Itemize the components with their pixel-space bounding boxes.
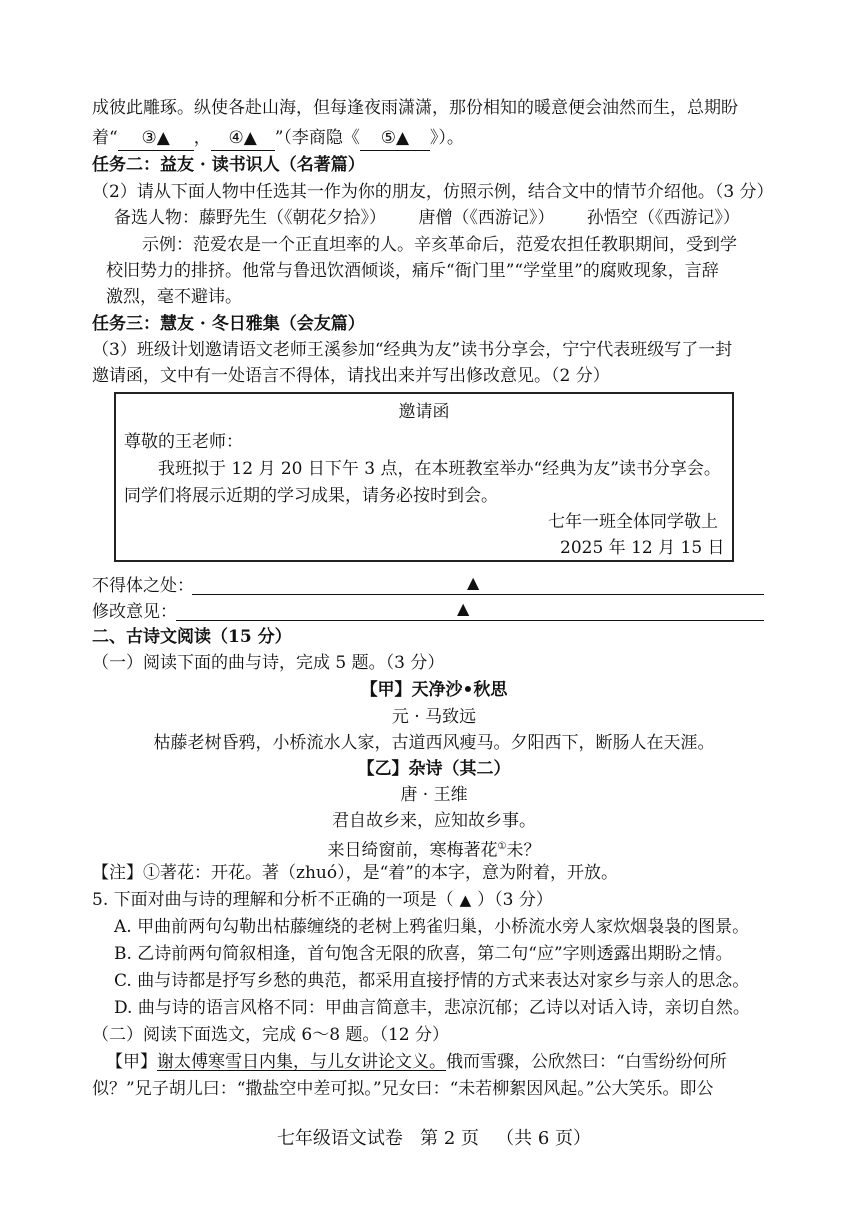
prose-line-1 bbox=[106, 1050, 727, 1074]
q2-candidates: 备选人物：藤野先生（《朝花夕拾》） 唐僧（《西游记》） 孙悟空（《西游记》） bbox=[114, 208, 740, 228]
poem-b-line-2 bbox=[0, 835, 868, 863]
prose-line-1-rest: 俄而雪骤，公欣然曰：“白雪纷纷何所 bbox=[446, 1052, 727, 1072]
answer-line-improper[interactable] bbox=[192, 594, 764, 595]
answer-line-suggestion[interactable] bbox=[176, 620, 764, 621]
blank-5[interactable]: ⑤▲ bbox=[360, 126, 430, 151]
q5-prompt-b: ）（3 分） bbox=[477, 890, 553, 910]
prose-line-2: 似？”兄子胡儿曰：“撒盐空中差可拟。”兄女曰：“未若柳絮因风起。”公大笑乐。即公 bbox=[92, 1079, 714, 1099]
poem-b-line-1: 君自故乡来，应知故乡事。 bbox=[332, 811, 536, 831]
q5-option-b: B. 乙诗前两句简叙相逢，首句饱含无限的欣喜，第二句“应”字则透露出期盼之情。 bbox=[114, 944, 733, 964]
poem-a-text: 枯藤老树昏鸦，小桥流水人家，古道西风瘦马。夕阳西下，断肠人在天涯。 bbox=[153, 733, 715, 753]
poem-b-line-2-a: 来日绮窗前，寒梅著花 bbox=[327, 840, 498, 861]
q3-prompt-line-2: 邀请函，文中有一处语言不得体，请找出来并写出修改意见。（2 分） bbox=[92, 366, 610, 386]
letter-date: 2025 年 12 月 15 日 bbox=[560, 538, 725, 558]
intro-sep: ， bbox=[193, 128, 211, 148]
q5-prompt-a: 5. 下面对曲与诗的理解和分析不正确的一项是（ bbox=[92, 890, 454, 910]
q2-example-line-2: 校旧势力的排挤。他常与鲁迅饮酒倾谈，痛斥“衙门里”“学堂里”的腐败现象，言辞 bbox=[106, 261, 719, 281]
poem-b-title: 【乙】杂诗（其二） bbox=[357, 759, 511, 779]
letter-signature: 七年一班全体同学敬上 bbox=[548, 512, 718, 532]
poem-a-author: 元 · 马致远 bbox=[391, 707, 477, 727]
answer-label-improper: 不得体之处： bbox=[92, 576, 194, 596]
task2-title: 任务二：益友 · 读书识人（名著篇） bbox=[92, 155, 365, 175]
intro-line-2-suffix: 》）。 bbox=[429, 128, 464, 148]
answer-triangle-2: ▲ bbox=[457, 599, 470, 618]
section-2-part-2: （二）阅读下面选文，完成 6～8 题。（12 分） bbox=[92, 1025, 449, 1045]
q5-option-c: C. 曲与诗都是抒写乡愁的典范，都采用直接抒情的方式来表达对家乡与亲人的思念。 bbox=[114, 971, 750, 991]
q5-answer-triangle[interactable]: ▲ bbox=[459, 891, 472, 909]
q2-example-line-1: 示例：范爱农是一个正直坦率的人。辛亥革命后，范爱农担任教职期间，受到学 bbox=[142, 235, 737, 255]
letter-salutation: 尊敬的王老师： bbox=[124, 432, 243, 452]
blank-4[interactable]: ④▲ bbox=[211, 126, 275, 151]
intro-line-1: 成彼此雕琢。纵使各赴山海，但每逢夜雨潇潇，那份相知的暖意便会油然而生，总期盼 bbox=[92, 98, 738, 118]
poem-b-line-2-b: 未？ bbox=[506, 840, 541, 861]
q2-example-line-3: 激烈，毫不避讳。 bbox=[106, 287, 242, 307]
answer-triangle-1: ▲ bbox=[467, 573, 480, 592]
letter-title: 邀请函 bbox=[398, 402, 450, 422]
q2-prompt: （2）请从下面人物中任选其一作为你的朋友，仿照示例，结合文中的情节介绍他。（3 分） bbox=[92, 182, 774, 202]
poem-note-mark: ① bbox=[497, 841, 507, 852]
letter-body-1: 我班拟于 12 月 20 日下午 3 点，在本班教室举办“经典为友”读书分享会。 bbox=[158, 459, 721, 479]
answer-label-suggestion: 修改意见： bbox=[92, 602, 177, 622]
letter-body-2: 同学们将展示近期的学习成果，请务必按时到会。 bbox=[124, 486, 498, 506]
blank-3[interactable]: ③▲ bbox=[118, 126, 194, 151]
page-footer: 七年级语文试卷 第 2 页 （共 6 页） bbox=[276, 1128, 592, 1149]
prose-underlined-sentence: 谢太傅寒雪日内集，与儿女讲论文义。 bbox=[157, 1052, 446, 1072]
poem-a-title: 【甲】天净沙•秋思 bbox=[360, 680, 508, 700]
q5-option-a: A. 甲曲前两句勾勒出枯藤缠绕的老树上鸦雀归巢，小桥流水旁人家炊烟袅袅的图景。 bbox=[114, 917, 750, 937]
prose-line-1-label: 【甲】 bbox=[106, 1052, 157, 1072]
task3-title: 任务三：慧友 · 冬日雅集（会友篇） bbox=[92, 314, 365, 334]
invitation-letter-box bbox=[114, 392, 734, 562]
intro-line-2 bbox=[92, 126, 464, 151]
intro-line-2-prefix: 着“ bbox=[92, 128, 118, 148]
section-2-part-1: （一）阅读下面的曲与诗，完成 5 题。（3 分） bbox=[92, 653, 445, 673]
q5-prompt bbox=[92, 888, 553, 912]
intro-line-2-mid: ”（李商隐《 bbox=[274, 128, 360, 148]
poem-b-author: 唐 · 王维 bbox=[400, 785, 468, 805]
section-2-title: 二、古诗文阅读（15 分） bbox=[92, 627, 292, 647]
q5-option-d: D. 曲与诗的语言风格不同：甲曲言简意丰，悲凉沉郁；乙诗以对话入诗，亲切自然。 bbox=[114, 998, 750, 1018]
q3-prompt-line-1: （3）班级计划邀请语文老师王溪参加“经典为友”读书分享会，宁宁代表班级写了一封 bbox=[92, 340, 733, 360]
poem-note: 【注】①著花：开花。著（zhuó），是“着”的本字，意为附着，开放。 bbox=[92, 863, 618, 883]
